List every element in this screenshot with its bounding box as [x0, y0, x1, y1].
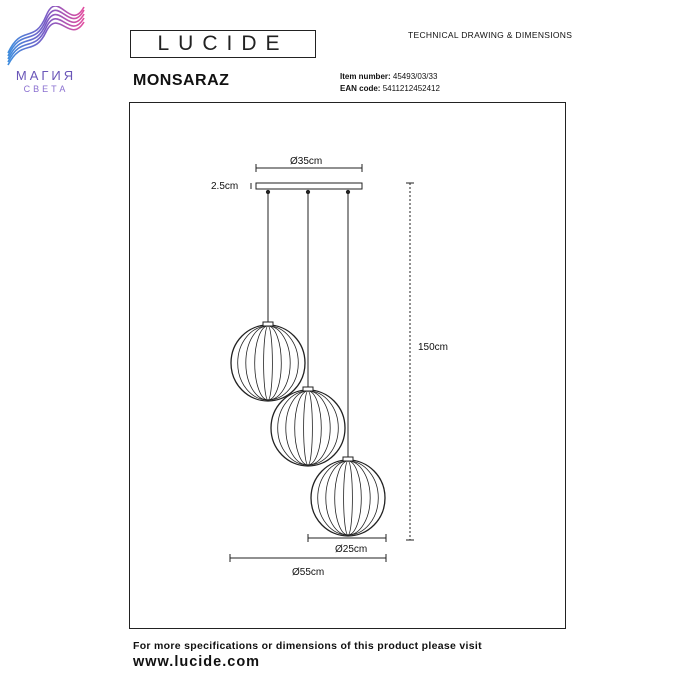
- globe-right-rib-2: [326, 461, 370, 535]
- item-number-label: Item number:: [340, 72, 391, 81]
- total-height-label: 150cm: [418, 342, 449, 353]
- footer-url[interactable]: www.lucide.com: [133, 654, 261, 670]
- globe-center-outline: [271, 390, 345, 466]
- globe-center-rib-4: [304, 391, 313, 465]
- ean-code-label: EAN code:: [340, 84, 381, 93]
- globe-left-cap: [263, 322, 273, 326]
- canopy-height-label: 2.5cm: [211, 181, 239, 192]
- globe-left-rib-2: [246, 326, 290, 400]
- globe-left-rib-3: [255, 326, 282, 400]
- globe-center-rib-1: [278, 391, 339, 465]
- globe-left-outline: [231, 325, 305, 401]
- globe-right: [311, 457, 385, 536]
- globe-right-rib-4: [344, 461, 353, 535]
- footer-note: For more specifications or dimensions of this product please visit: [133, 640, 482, 652]
- globe-center-cap: [303, 387, 313, 391]
- document-title: TECHNICAL DRAWING & DIMENSIONS: [408, 30, 573, 40]
- globe-diameter-label: Ø25cm: [335, 544, 368, 555]
- globe-right-rib-3: [335, 461, 362, 535]
- globe-center-rib-3: [295, 391, 322, 465]
- total-width-label: Ø55cm: [292, 567, 325, 578]
- brand-name: МАГИЯ: [15, 68, 77, 83]
- globe-left: [231, 322, 305, 401]
- globe-center-rib-2: [286, 391, 330, 465]
- globe-right-cap: [343, 457, 353, 461]
- ceiling-canopy: [256, 183, 362, 189]
- globe-left-rib-4: [264, 326, 273, 400]
- product-name: MONSARAZ: [133, 72, 230, 89]
- canopy-width-label: Ø35cm: [290, 156, 323, 167]
- item-number-value: 45493/03/33: [392, 72, 438, 81]
- globe-left-rib-1: [238, 326, 299, 400]
- brand-subtitle: СВЕТА: [23, 84, 69, 94]
- globe-right-rib-1: [318, 461, 379, 535]
- ean-code-value: 5411212452412: [382, 84, 440, 93]
- globe-right-outline: [311, 460, 385, 536]
- lucide-logo: LUCIDE: [130, 30, 316, 58]
